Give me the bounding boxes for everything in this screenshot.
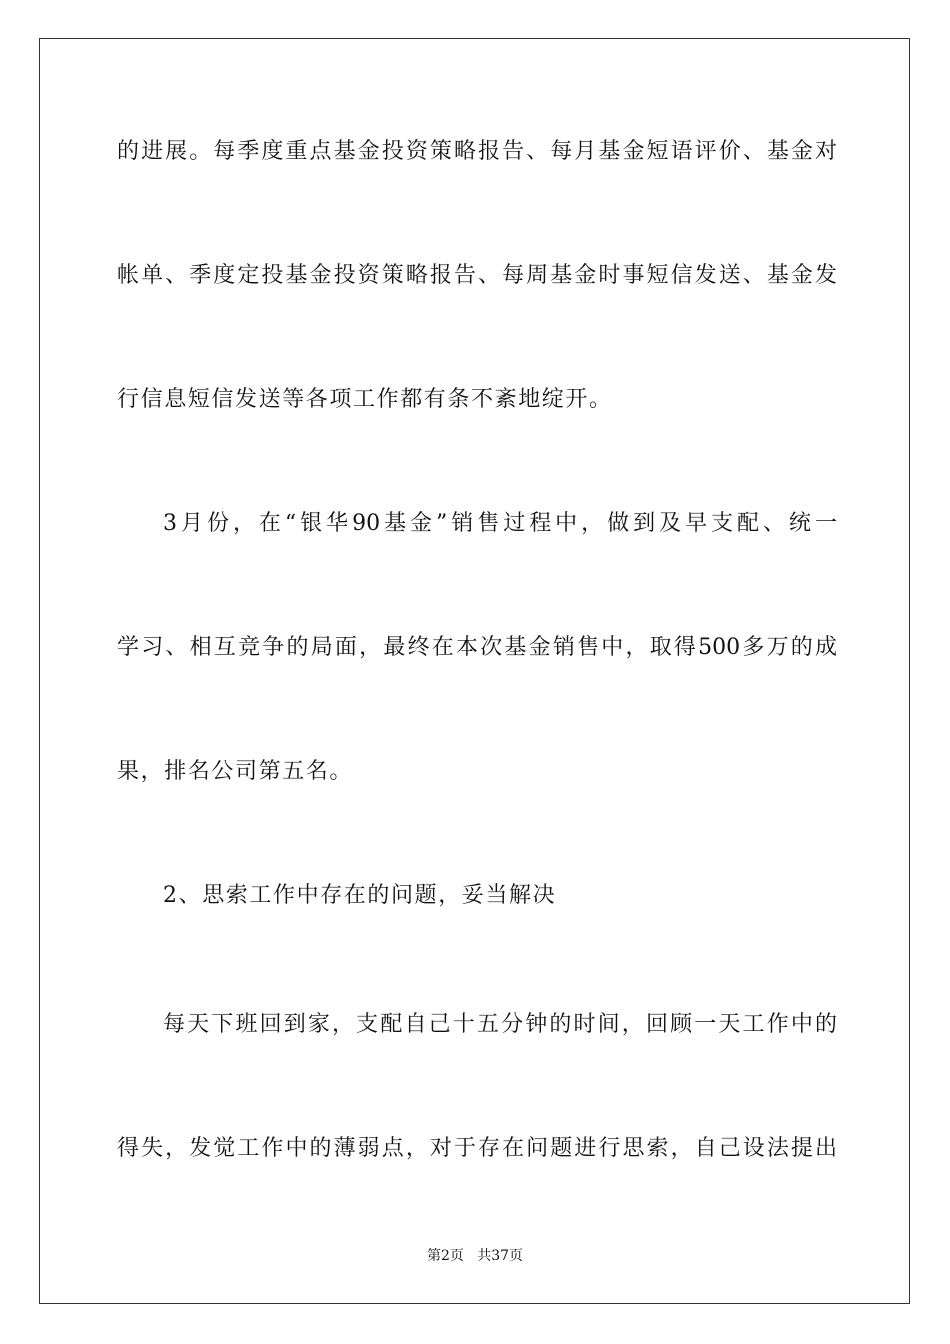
- text-line-6: 果，排名公司第五名。: [117, 759, 354, 784]
- page-number-footer: 第2页 共37页: [426, 1248, 524, 1264]
- text-line-1: 的进展。每季度重点基金投资策略报告、每月基金短语评价、基金对: [117, 139, 837, 164]
- text-line-2: 帐单、季度定投基金投资策略报告、每周基金时事短信发送、基金发: [117, 263, 837, 288]
- text-line-5: 学习、相互竞争的局面，最终在本次基金销售中，取得500多万的成: [117, 635, 837, 660]
- text-line-9: 得失，发觉工作中的薄弱点，对于存在问题进行思索，自己设法提出: [117, 1136, 837, 1161]
- text-line-4: 3月份，在“银华90基金”销售过程中，做到及早支配、统一: [163, 511, 837, 536]
- text-line-8: 每天下班回到家，支配自己十五分钟的时间，回顾一天工作中的: [163, 1012, 837, 1037]
- page-border: [39, 38, 910, 1304]
- text-line-3: 行信息短信发送等各项工作都有条不紊地绽开。: [117, 387, 613, 412]
- section-heading-2: 2、思索工作中存在的问题，妥当解决: [163, 883, 557, 908]
